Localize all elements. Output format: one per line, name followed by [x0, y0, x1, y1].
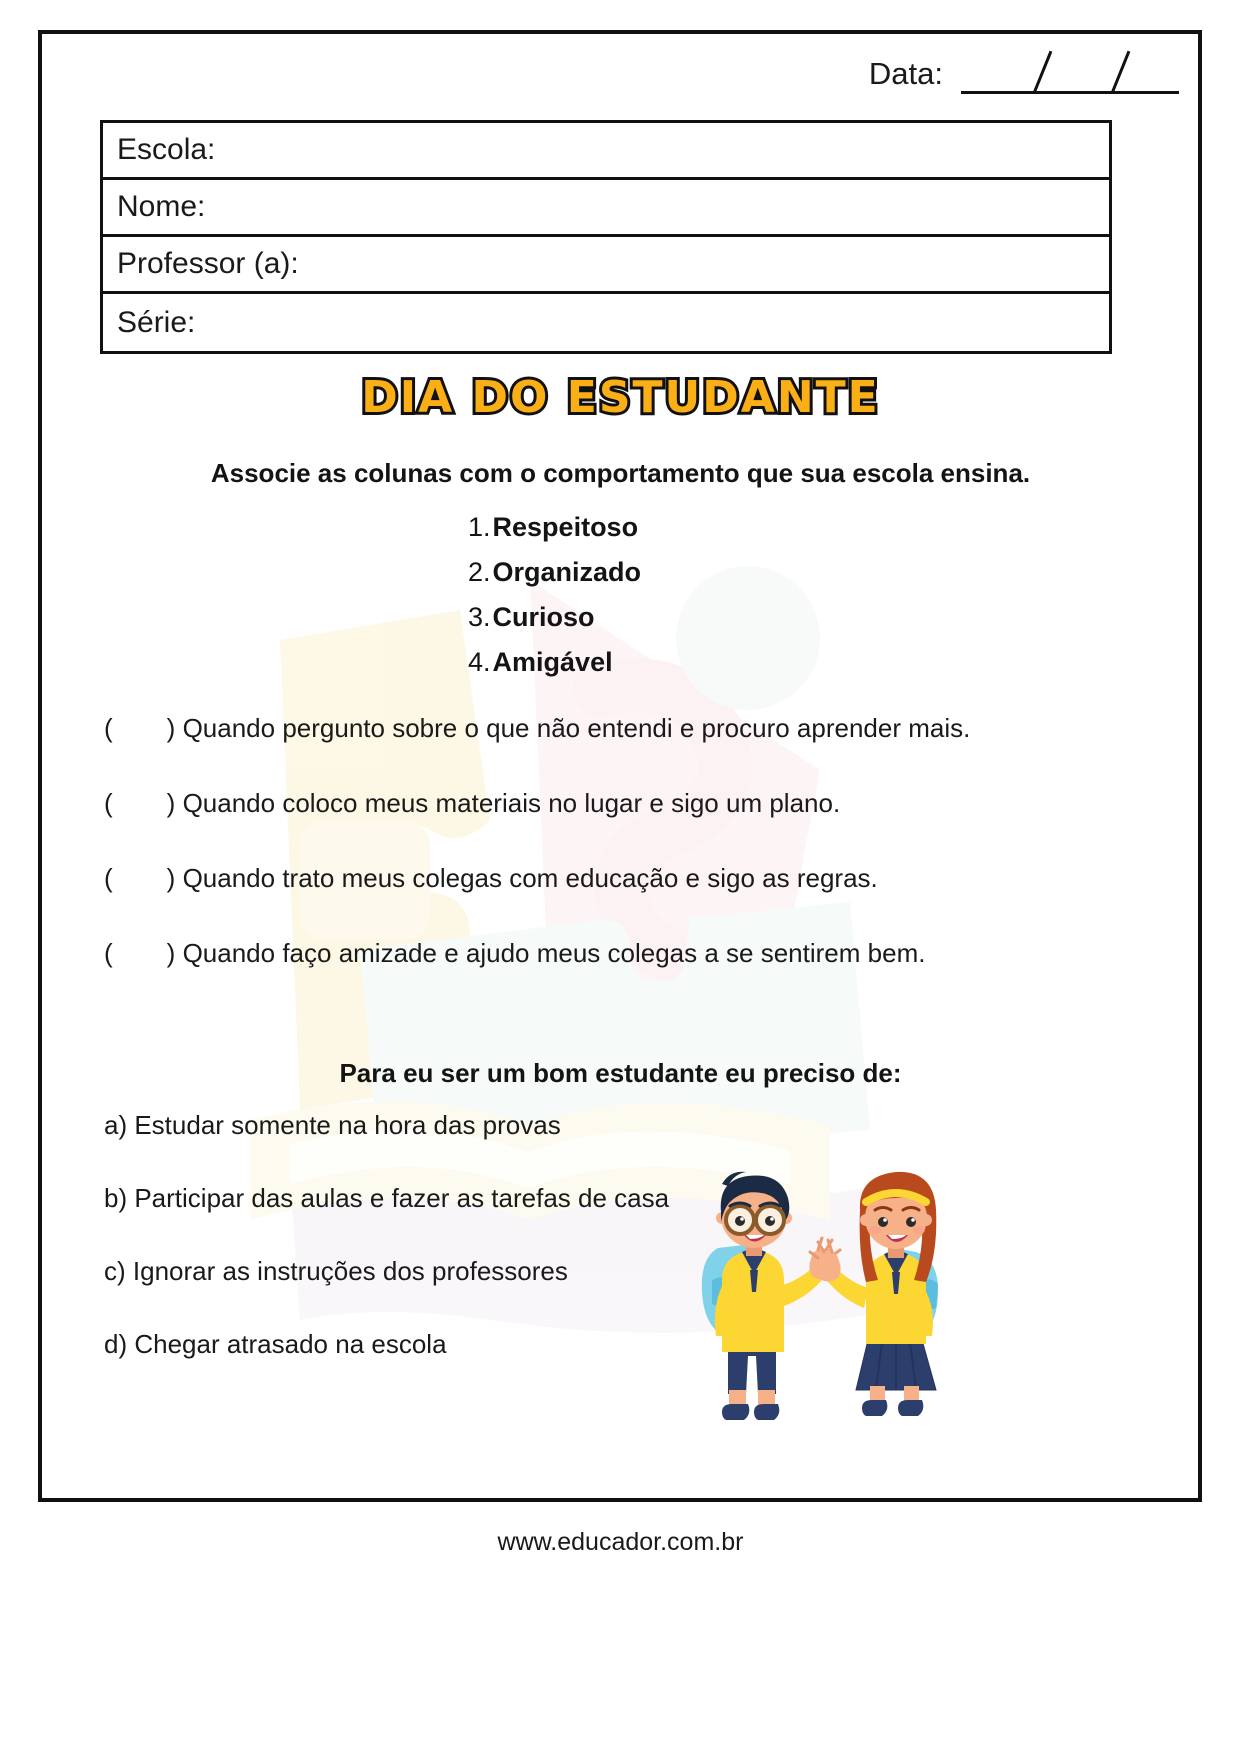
table-row[interactable] [103, 180, 1109, 237]
statement-text: Quando pergunto sobre o que não entendi e procuro aprender mais. [182, 713, 971, 743]
option-a[interactable]: a) Estudar somente na hora das provas [104, 1110, 561, 1140]
list-item-index: 3. [468, 602, 491, 632]
list-item-index: 2. [468, 557, 491, 587]
date-field [869, 48, 1179, 94]
option-b[interactable]: b) Participar das aulas e fazer as tarefas de casa [104, 1183, 670, 1213]
table-row[interactable] [103, 237, 1109, 294]
list-item-label: Curioso [492, 602, 595, 632]
list-item-label: Organizado [492, 557, 642, 587]
date-label: Data: [868, 56, 943, 91]
statement-text: Quando trato meus colegas com educação e sigo as regras. [182, 862, 878, 893]
statement-text: Quando faço amizade e ajudo meus colegas a se sentirem bem. [182, 937, 926, 968]
section1-instruction: Associe as colunas com o comportamento que sua escola ensina. [210, 458, 1031, 488]
table-row[interactable] [103, 294, 1109, 351]
section2-title: Para eu ser um bom estudante eu preciso de: [339, 1058, 902, 1088]
list-item-label: Amigável [492, 647, 613, 677]
identification-table [100, 120, 1112, 354]
answer-paren-open: ( [104, 862, 113, 893]
girl-figure [810, 1172, 938, 1416]
statement-row[interactable] [104, 710, 1004, 747]
date-underline [961, 91, 1179, 94]
statement-row[interactable] [104, 785, 1004, 822]
list-item-label: Respeitoso [492, 512, 639, 542]
list-item [468, 557, 641, 588]
date-slash-icon-1 [1033, 51, 1052, 93]
boy-figure [702, 1172, 840, 1420]
answer-paren-close: ) [166, 787, 176, 818]
list-item-index: 4. [468, 647, 491, 677]
option-c[interactable]: c) Ignorar as instruções dos professores [104, 1256, 568, 1286]
behavior-list [468, 512, 641, 692]
statement-row[interactable] [104, 935, 1004, 972]
table-row[interactable] [103, 123, 1109, 180]
date-blank-line[interactable] [961, 48, 1179, 94]
answer-paren-close: ) [166, 862, 176, 893]
answer-paren-open: ( [104, 937, 113, 968]
list-item [468, 647, 641, 678]
statement-row[interactable] [104, 860, 1004, 897]
students-highfive-illustration [672, 1140, 982, 1440]
field-label-nome: Nome: [117, 190, 206, 223]
statement-text: Quando coloco meus materiais no lugar e sigo um plano. [182, 787, 841, 818]
answer-paren-open: ( [104, 713, 113, 743]
footer-url: www.educador.com.br [497, 1528, 744, 1556]
date-slash-icon-2 [1111, 51, 1130, 93]
field-label-professor: Professor (a): [117, 247, 299, 280]
answer-paren-open: ( [104, 787, 113, 818]
answer-paren-close: ) [166, 937, 176, 968]
multiple-choice-options [104, 1110, 744, 1402]
answer-paren-close: ) [166, 713, 176, 743]
matching-statements [104, 710, 1004, 1010]
option-d[interactable]: d) Chegar atrasado na escola [104, 1329, 447, 1359]
list-item-index: 1. [468, 512, 491, 542]
field-label-escola: Escola: [117, 133, 216, 166]
field-label-serie: Série: [117, 305, 196, 339]
page-title: DIA DO ESTUDANTE [361, 372, 880, 423]
worksheet-title-container [0, 372, 1241, 423]
list-item [468, 512, 641, 543]
list-item [468, 602, 641, 633]
